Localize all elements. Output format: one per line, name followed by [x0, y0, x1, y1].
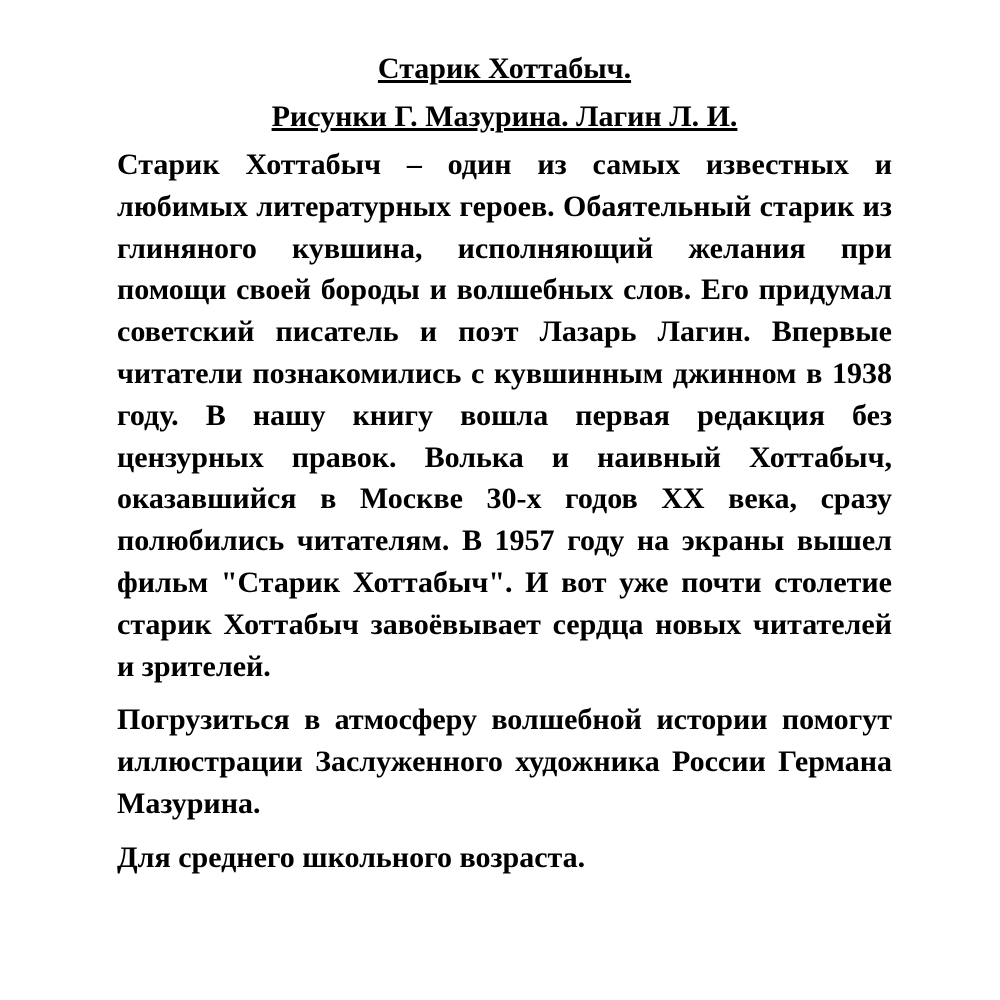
document-page: [117, 48, 892, 879]
age-rating-paragraph: Для среднего школьного возраста.: [117, 840, 586, 874]
document-subtitle: Рисунки Г. Мазурина. Лагин Л. И.: [271, 100, 738, 133]
illustrations-paragraph: Погрузиться в атмосферу волшебной истории помогут иллюстрации Заслуженного художника России Германа Мазурина.: [117, 703, 892, 820]
description-paragraph: Старик Хоттабыч – один из самых известных и любимых литературных героев. Обаятельный старик из глиняного кувшина, исполняющий желания при помощи своей бороды и волшебных слов. Его придумал советский писатель и поэт Лазарь Лагин. Впервые читатели познакомились с кувшинным джинном в 1938 году. В нашу книгу вошла первая редакция без цензурных правок. Волька и наивный Хоттабыч, оказавшийся в Москве 30-х годов XX века, сразу полюбились читателям. В 1957 году на экраны вышел фильм "Старик Хоттабыч". И вот уже почти столетие старик Хоттабыч завоёвывает сердца новых читателей и зрителей.: [117, 148, 892, 683]
document-title: Старик Хоттабыч.: [377, 52, 632, 85]
